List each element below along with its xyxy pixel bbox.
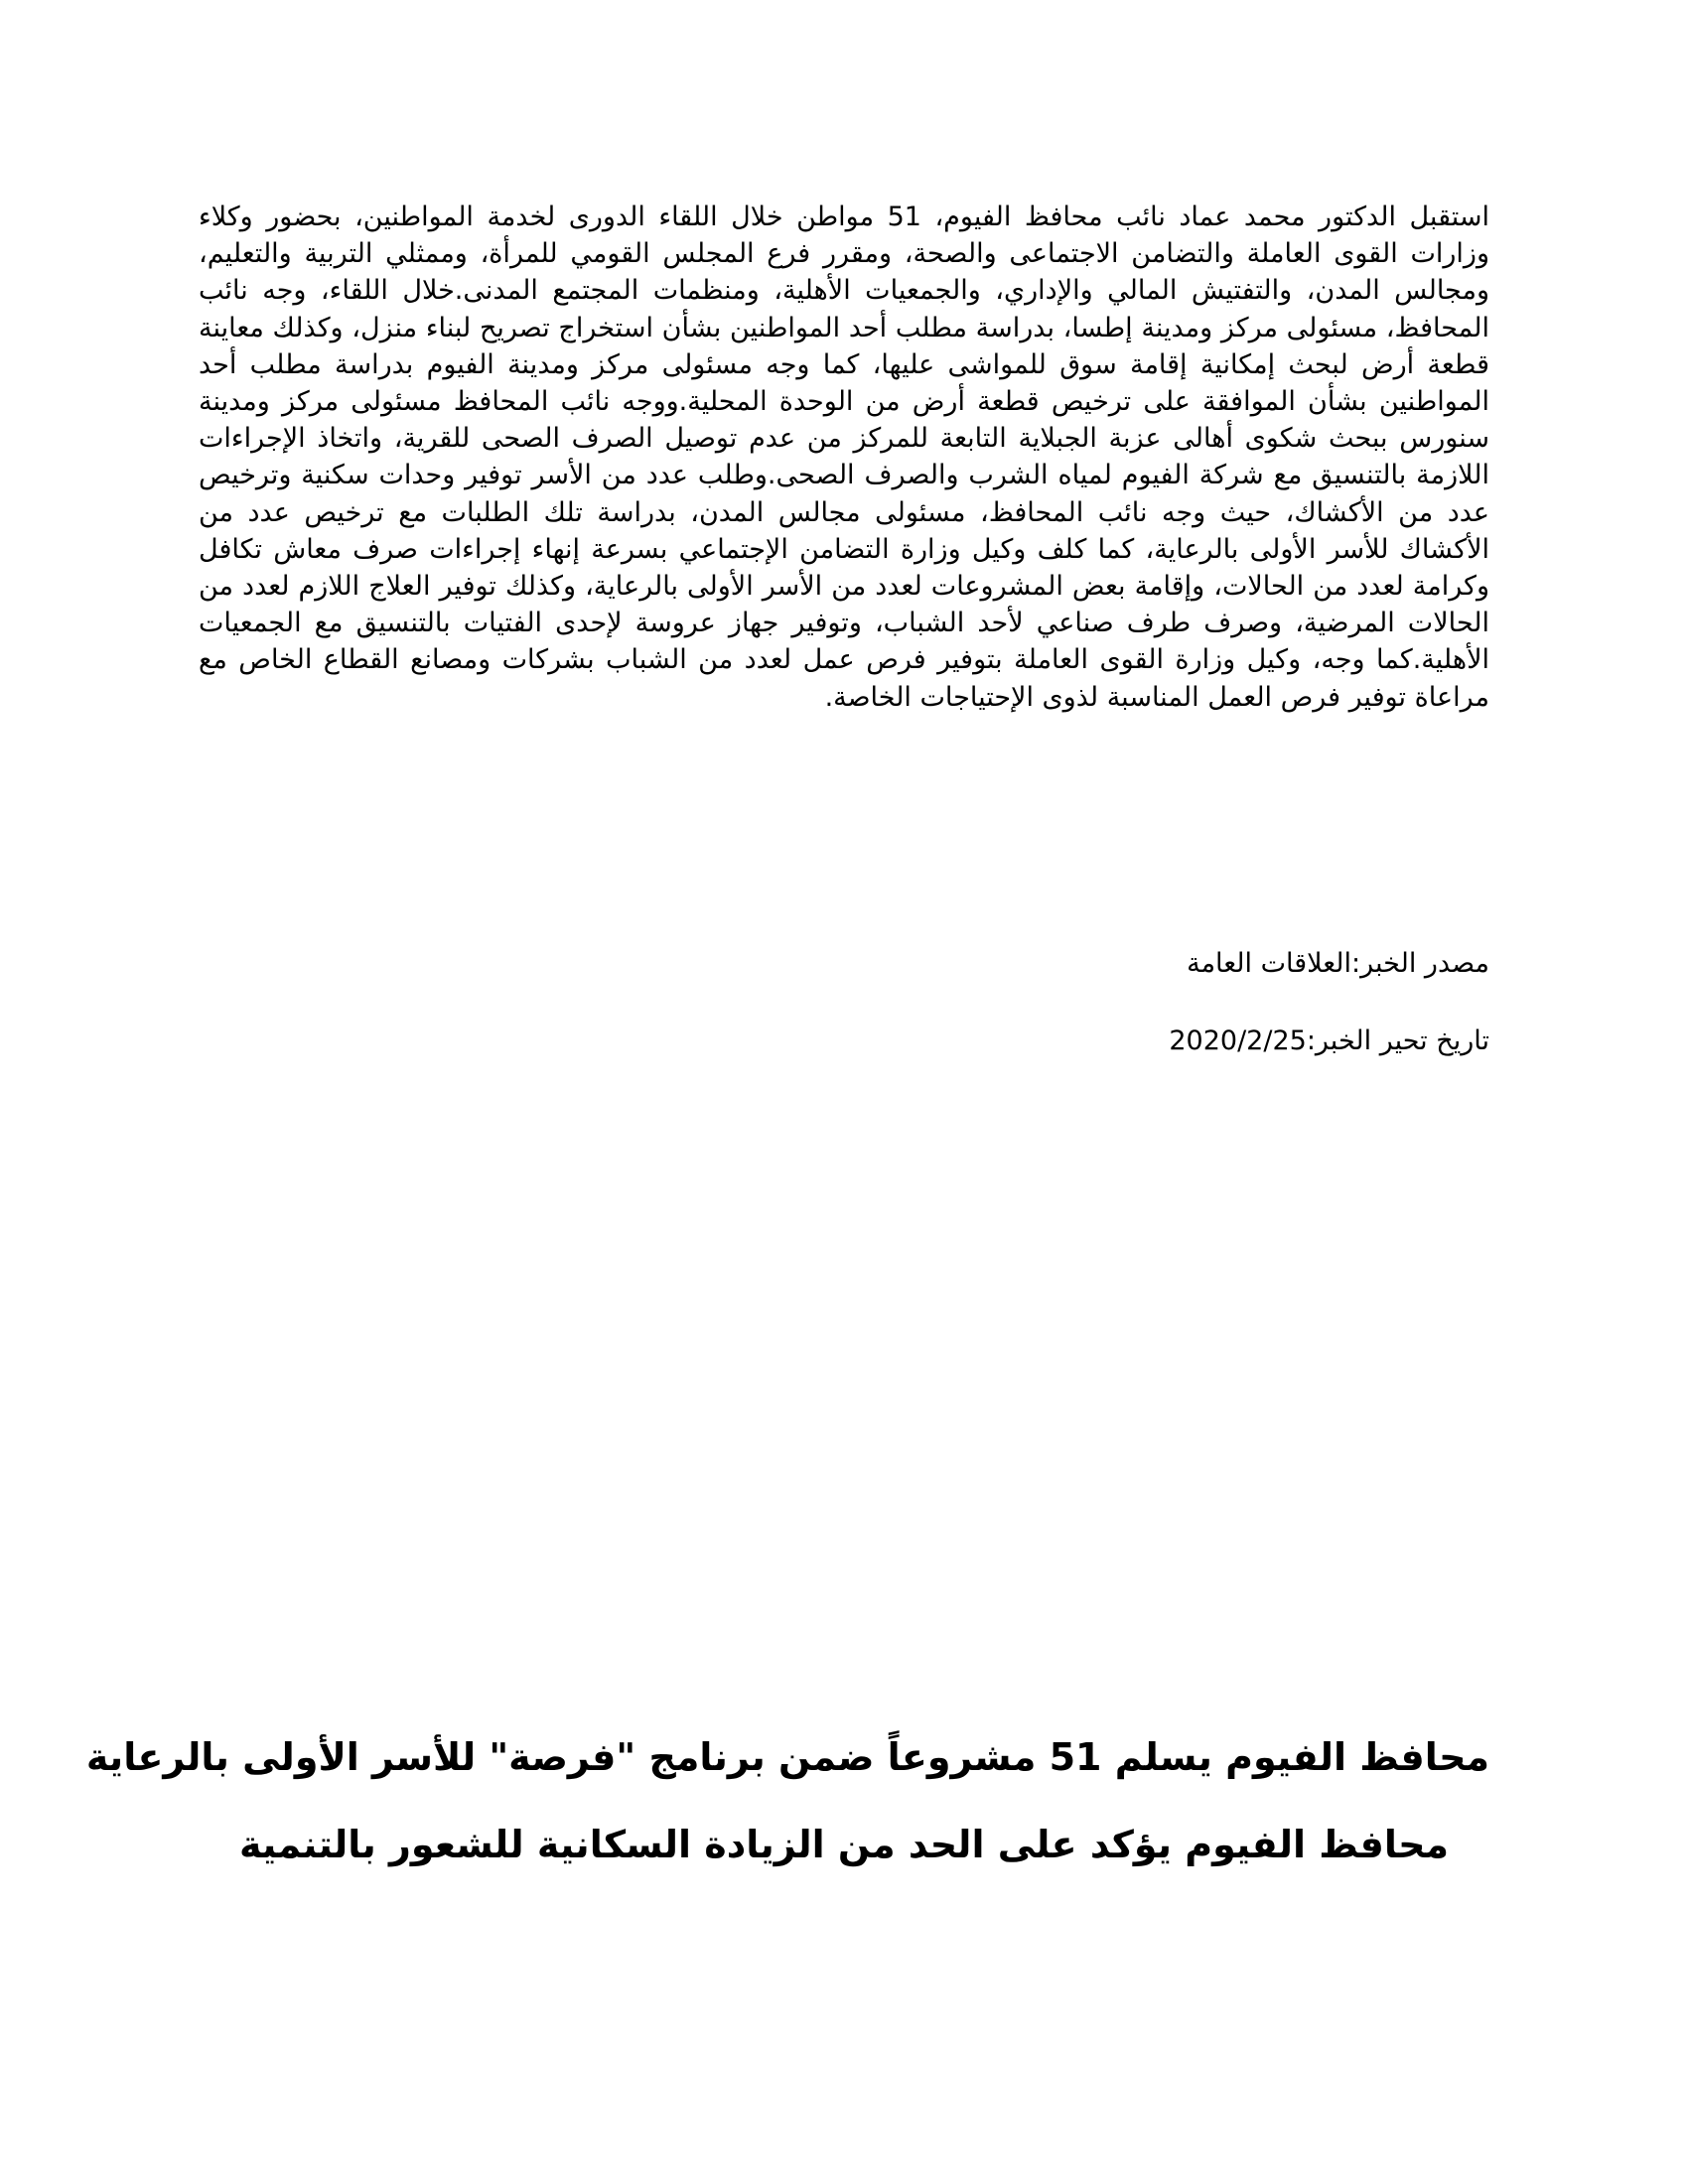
news-source-line: مصدر الخبر:العلاقات العامة (1187, 948, 1489, 979)
headline-primary: محافظ الفيوم يسلم 51 مشروعاً ضمن برنامج "فرصة" للأسر الأولى بالرعاية (85, 1735, 1489, 1779)
article-body-paragraph: استقبل الدكتور محمد عماد نائب محافظ الفيوم، 51 مواطن خلال اللقاء الدورى لخدمة المواطنين، بحضور وكلاء وزارات القوى العاملة والتضامن الاجتماعى والصحة، ومقرر فرع المجلس القومي للمرأة، وممثلي التربية والتعليم، ومجالس المدن، والتفتيش المالي والإداري، والجمعيات الأهلية، ومنظمات المجتمع المدنى.خلال اللقاء، وجه نائب المحافظ، مسئولى مركز ومدينة إطسا، بدراسة مطلب أحد المواطنين بشأن استخراج تصريح لبناء منزل، وكذلك معاينة قطعة أرض لبحث إمكانية إقامة سوق للمواشى عليها، كما وجه مسئولى مركز ومدينة الفيوم بدراسة مطلب أحد المواطنين بشأن الموافقة على ترخيص قطعة أرض من الوحدة المحلية.ووجه نائب المحافظ مسئولى مركز ومدينة سنورس ببحث شكوى أهالى عزبة الجبلاية التابعة للمركز من عدم توصيل الصرف الصحى للقرية، واتخاذ الإجراءات اللازمة بالتنسيق مع شركة الفيوم لمياه الشرب والصرف الصحى.وطلب عدد من الأسر توفير وحدات سكنية وترخيص عدد من الأكشاك، حيث وجه نائب المحافظ، مسئولى مجالس المدن، بدراسة تلك الطلبات مع ترخيص عدد من الأكشاك للأسر الأولى بالرعاية، كما كلف وكيل وزارة التضامن الإجتماعي بسرعة إنهاء إجراءات صرف معاش تكافل وكرامة لعدد من الحالات، وإقامة بعض المشروعات لعدد من الأسر الأولى بالرعاية، وكذلك توفير العلاج اللازم لعدد من الحالات المرضية، وصرف طرف صناعي لأحد الشباب، وتوفير جهاز عروسة لإحدى الفتيات بالتنسيق مع الجمعيات الأهلية.كما وجه، وكيل وزارة القوى العاملة بتوفير فرص عمل لعدد من الشباب بشركات ومصانع القطاع الخاص مع مراعاة توفير فرص العمل المناسبة لذوى الإحتياجات الخاصة. (199, 202, 1489, 713)
headline-secondary: محافظ الفيوم يؤكد على الحد من الزيادة السكانية للشعور بالتنمية (238, 1823, 1450, 1866)
news-date-line: تاريخ تحير الخبر:2020/2/25 (1169, 1025, 1489, 1056)
